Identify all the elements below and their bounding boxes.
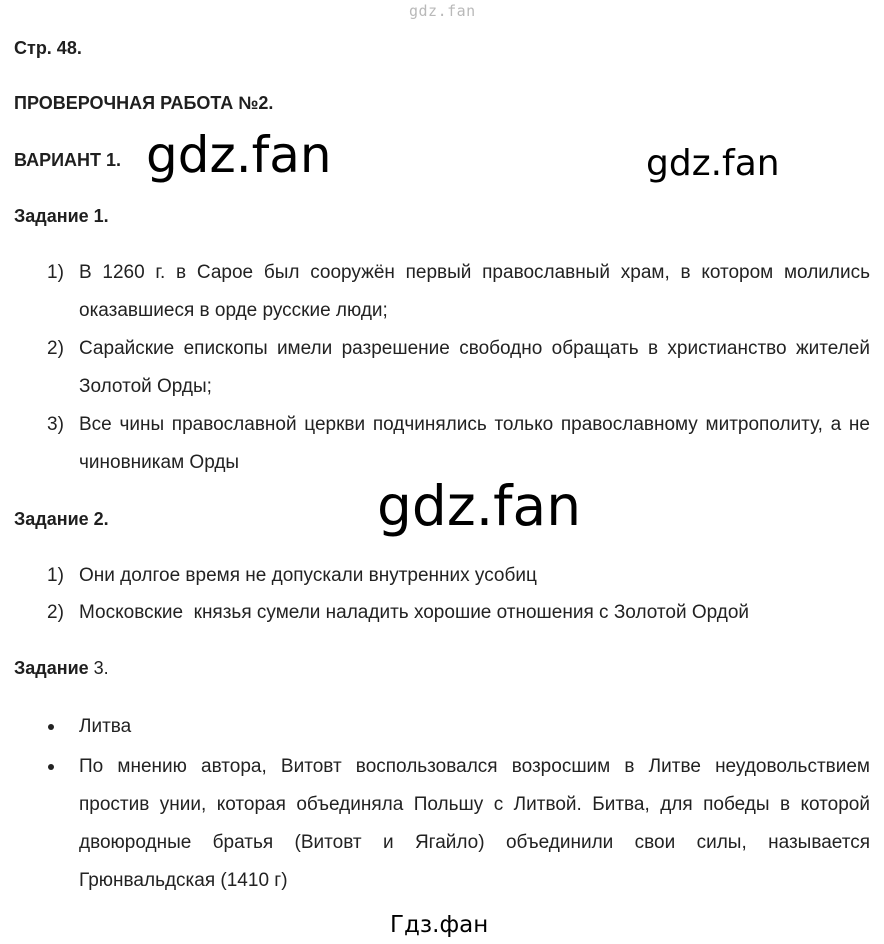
watermark-top: gdz.fan xyxy=(409,2,476,20)
list-marker: 2) xyxy=(47,602,64,623)
page-number: Стр. 48. xyxy=(14,38,82,58)
task3-heading-number: 3. xyxy=(88,658,109,678)
list-item xyxy=(14,557,870,595)
list-item xyxy=(14,406,870,482)
list-marker: 2) xyxy=(47,338,64,359)
task3-heading-word: Задание xyxy=(14,658,89,678)
list-item-text: Сарайские епископы имели разрешение свободно обращать в христианство жителей Золотой Орды; xyxy=(79,338,870,397)
list-item xyxy=(14,594,870,632)
list-item xyxy=(14,254,870,330)
watermark-large-1: gdz.fan xyxy=(146,126,332,184)
list-marker: 1) xyxy=(47,262,64,283)
task2-heading: Задание 2. xyxy=(14,509,109,529)
task3-heading xyxy=(14,658,109,679)
list-item-text: В 1260 г. в Сарое был сооружён первый православный храм, в котором молились оказавшиеся в орде русские люди; xyxy=(79,262,870,321)
bullet-item-text: По мнению автора, Витовт воспользовался возросшим в Литве неудовольствием простив унии, которая объединяла Польшу с Литвой. Битва, для победы в которой двоюродные братья (Витовт и Ягайло) объединили свои силы, называется Грюнвальдская (1410 г) xyxy=(79,756,870,891)
watermark-large-2: gdz.fan xyxy=(646,143,780,184)
list-marker: 1) xyxy=(47,565,64,586)
watermark-bottom: Гдз.фан xyxy=(390,912,489,938)
bullet-icon xyxy=(48,764,54,770)
watermark-large-3: gdz.fan xyxy=(377,474,582,538)
list-marker: 3) xyxy=(47,414,64,435)
list-item-text: Московские князья сумели наладить хорошие отношения с Золотой Ордой xyxy=(79,602,750,623)
bullet-icon xyxy=(48,724,54,730)
variant-label: ВАРИАНТ 1. xyxy=(14,150,122,170)
list-item-text: Все чины православной церкви подчинялись только православному митрополиту, а не чиновникам Орды xyxy=(79,414,870,473)
work-title: ПРОВЕРОЧНАЯ РАБОТА №2. xyxy=(14,93,274,113)
bullet-item xyxy=(14,748,870,900)
task1-heading: Задание 1. xyxy=(14,206,109,226)
list-item-text: Они долгое время не допускали внутренних усобиц xyxy=(79,565,537,586)
bullet-item-text: Литва xyxy=(79,716,132,737)
list-item xyxy=(14,330,870,406)
bullet-item xyxy=(14,708,870,746)
